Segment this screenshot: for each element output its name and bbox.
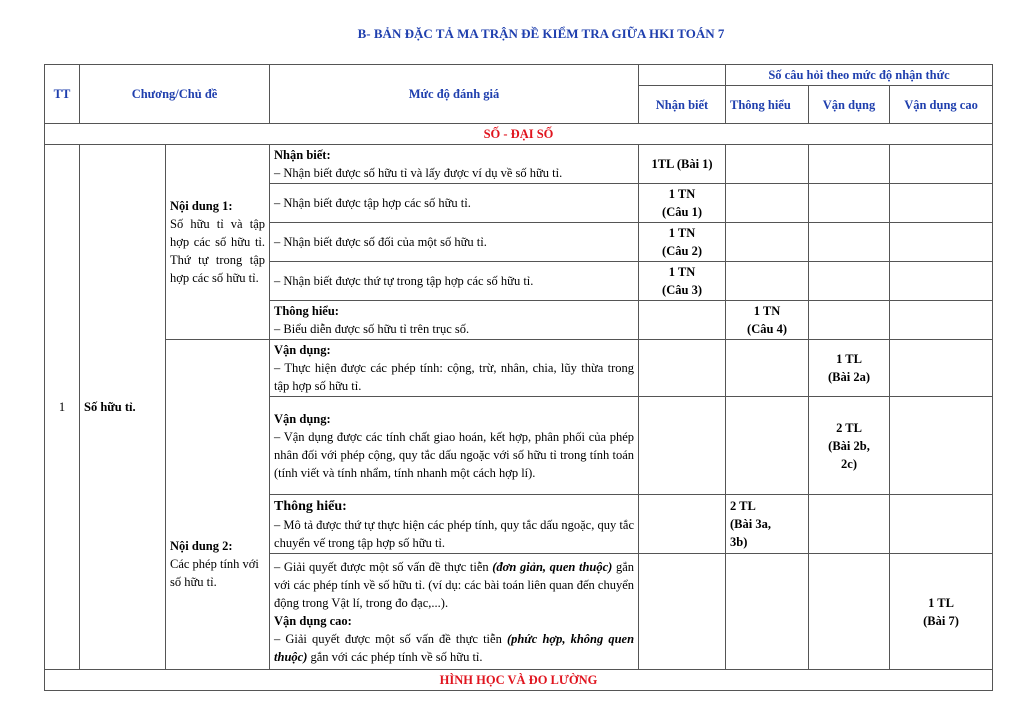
criteria-head: Thông hiểu: <box>274 498 347 514</box>
vd-cell: 2 TL (Bài 2b, 2c) <box>809 397 890 495</box>
th-cell <box>726 340 809 397</box>
nb-cell <box>639 397 726 495</box>
header-level: Mức độ đánh giá <box>270 65 639 124</box>
th-cell <box>726 184 809 223</box>
vd-cell: 1 TL (Bài 2a) <box>809 340 890 397</box>
th-cell: 1 TN (Câu 4) <box>726 301 809 340</box>
nb-cell <box>639 340 726 397</box>
th-cell <box>726 554 809 670</box>
topic-2 <box>166 340 270 670</box>
criteria-head: Thông hiểu: <box>274 304 339 318</box>
nb-cell: 1 TN (Câu 1) <box>639 184 726 223</box>
topic-2-text: Các phép tính với số hữu tỉ. <box>170 557 259 589</box>
topic-1-text: Số hữu tỉ và tập hợp các số hữu tỉ. Thứ tự trong tập hợp các số hữu tỉ. <box>170 217 266 285</box>
vdc-cell <box>890 397 993 495</box>
section-so-dai-so: SỐ - ĐẠI SỐ <box>45 124 993 145</box>
criteria-text: – Nhận biết được số hữu tỉ và lấy được ví dụ về số hữu tỉ. <box>274 166 563 180</box>
criteria-head: Vận dụng cao: <box>274 613 352 628</box>
criteria-text: – Nhận biết được tập hợp các số hữu tỉ. <box>270 184 639 223</box>
criteria-head: Nhận biết: <box>274 148 331 162</box>
criteria-emphasis: (phức hợp, không quen thuộc) <box>274 631 635 664</box>
vd-cell <box>809 184 890 223</box>
criteria-text: – Giải quyết được một số vấn đề thực tiễn <box>274 559 493 574</box>
header-nhan-biet: Nhận biết <box>639 86 726 124</box>
nb-cell: 1 TN (Câu 3) <box>639 262 726 301</box>
row-number: 1 <box>45 145 80 670</box>
nb-cell: 1TL (Bài 1) <box>639 145 726 184</box>
nb-cell <box>639 301 726 340</box>
vdc-cell: 1 TL (Bài 7) <box>890 554 993 670</box>
criteria-text: – Mô tả được thứ tự thực hiện các phép tính, quy tắc dấu ngoặc, quy tắc chuyển vế trong tập hợp số hữu tỉ. <box>274 517 635 550</box>
page-title: B- BẢN ĐẶC TẢ MA TRẬN ĐỀ KIỂM TRA GIỮA HKI TOÁN 7 <box>357 26 725 41</box>
criteria-text: gắn với các phép tính về số hữu tỉ. (ví dụ: các bài toán liên quan đến chuyển động trong Vật lí, trong đo đạc,...). <box>274 559 635 610</box>
vd-cell <box>809 145 890 184</box>
vd-cell <box>809 262 890 301</box>
topic-1-title: Nội dung 1: <box>170 199 233 213</box>
specification-table <box>44 64 993 691</box>
criteria-cell <box>270 301 639 340</box>
criteria-cell <box>270 397 639 495</box>
criteria-emphasis: (đơn giản, quen thuộc) <box>492 559 613 574</box>
vdc-cell <box>890 184 993 223</box>
chapter-name: Số hữu tỉ. <box>80 145 166 670</box>
header-van-dung: Vận dụng <box>809 86 890 124</box>
criteria-cell <box>270 554 639 670</box>
header-tt: TT <box>45 65 80 124</box>
vdc-cell <box>890 262 993 301</box>
criteria-text: – Nhận biết được số đối của một số hữu tỉ. <box>270 223 639 262</box>
vdc-cell <box>890 340 993 397</box>
header-chapter: Chương/Chủ đề <box>80 65 270 124</box>
criteria-cell <box>270 145 639 184</box>
th-cell <box>726 145 809 184</box>
criteria-text: – Biểu diễn được số hữu tỉ trên trục số. <box>274 322 470 336</box>
criteria-text: – Nhận biết được thứ tự trong tập hợp các số hữu tỉ. <box>270 262 639 301</box>
criteria-text: gắn với các phép tính về số hữu tỉ. <box>307 649 483 664</box>
criteria-text: – Giải quyết được một số vấn đề thực tiễn <box>274 631 507 646</box>
vdc-cell <box>890 223 993 262</box>
criteria-cell <box>270 495 639 554</box>
nb-cell <box>639 554 726 670</box>
table-row <box>45 340 993 397</box>
vd-cell <box>809 223 890 262</box>
th-cell: 2 TL (Bài 3a, 3b) <box>726 495 809 554</box>
header-question-count: Số câu hỏi theo mức độ nhận thức <box>726 65 993 86</box>
vd-cell <box>809 495 890 554</box>
vd-cell <box>809 301 890 340</box>
topic-2-title: Nội dung 2: <box>170 539 233 553</box>
vdc-cell <box>890 145 993 184</box>
topic-1 <box>166 145 270 340</box>
vdc-cell <box>890 495 993 554</box>
vdc-cell <box>890 301 993 340</box>
criteria-cell <box>270 340 639 397</box>
nb-cell <box>639 495 726 554</box>
th-cell <box>726 223 809 262</box>
criteria-text: – Vận dụng được các tính chất giao hoán, kết hợp, phân phối của phép nhân đối với phép cộng, quy tắc dấu ngoặc với số hữu tỉ trong tính toán (tính viết và tính nhẩm, tính nhanh một cách hợp lí). <box>274 429 635 480</box>
header-van-dung-cao: Vận dụng cao <box>890 86 993 124</box>
criteria-head: Vận dụng: <box>274 411 331 426</box>
section-hinh-hoc: HÌNH HỌC VÀ ĐO LƯỜNG <box>45 670 993 691</box>
header-blank <box>639 65 726 86</box>
criteria-text: – Thực hiện được các phép tính: cộng, trừ, nhân, chia, lũy thừa trong tập hợp số hữu tỉ. <box>274 361 635 393</box>
criteria-head: Vận dụng: <box>274 343 331 357</box>
th-cell <box>726 262 809 301</box>
table-row <box>45 145 993 184</box>
th-cell <box>726 397 809 495</box>
vd-cell <box>809 554 890 670</box>
header-thong-hieu: Thông hiểu <box>726 86 809 124</box>
nb-cell: 1 TN (Câu 2) <box>639 223 726 262</box>
